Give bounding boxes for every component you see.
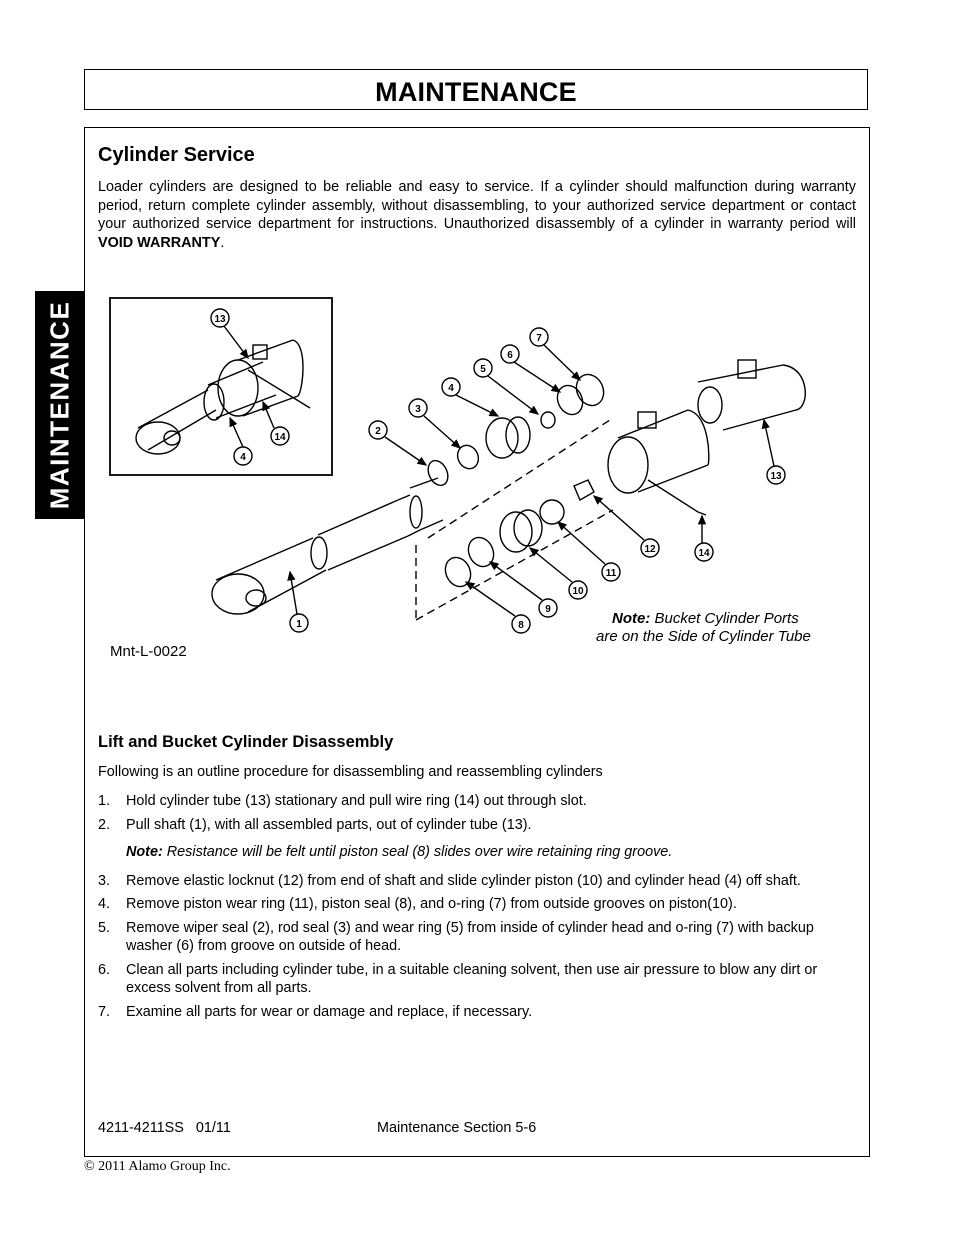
diagram-note-line1 <box>612 610 799 627</box>
step-number: 7. <box>98 1004 111 1020</box>
step-number: 2. <box>98 817 111 833</box>
callout-7: 7 <box>536 333 542 344</box>
cylinder-exploded-diagram <box>98 290 858 670</box>
intro-paragraph <box>98 178 856 252</box>
callout-14: 14 <box>698 548 710 559</box>
callout-4-inset: 4 <box>240 452 246 463</box>
step-text: Clean all parts including cylinder tube, in a suitable cleaning solvent, then use air pressure to blow any dirt or excess solvent from all parts. <box>126 962 818 996</box>
procedure-title: Lift and Bucket Cylinder Disassembly <box>98 733 394 751</box>
diagram-note-line2: are on the Side of Cylinder Tube <box>596 628 811 645</box>
footer-doc-id: 4211-4211SS 01/11 <box>98 1120 231 1136</box>
callout-2: 2 <box>375 426 381 437</box>
callout-9: 9 <box>545 604 551 615</box>
callout-1: 1 <box>296 619 302 630</box>
step-text: Examine all parts for wear or damage and replace, if necessary. <box>126 1004 533 1020</box>
step-text: Remove wiper seal (2), rod seal (3) and wear ring (5) from inside of cylinder head and o-ring (7) with backup washer (6) from groove on outside of head. <box>126 920 814 954</box>
step-number: 3. <box>98 873 111 889</box>
copyright: © 2011 Alamo Group Inc. <box>84 1159 231 1174</box>
void-warranty-text: VOID WARRANTY <box>98 234 221 251</box>
procedure-note-label: Note: <box>126 844 163 860</box>
callout-4: 4 <box>448 383 454 394</box>
procedure-outline: Following is an outline procedure for disassembling and reassembling cylinders <box>98 764 603 780</box>
footer-section: Maintenance Section 5-6 <box>377 1120 537 1136</box>
side-tab-label: MAINTENANCE <box>44 300 75 510</box>
step-text: Pull shaft (1), with all assembled parts, out of cylinder tube (13). <box>126 817 532 833</box>
step-text: Remove piston wear ring (11), piston seal (8), and o-ring (7) from outside grooves on piston(10). <box>126 896 737 912</box>
callout-6: 6 <box>507 350 513 361</box>
callout-10: 10 <box>572 586 584 597</box>
step-number: 4. <box>98 896 111 912</box>
procedure-note <box>126 844 672 860</box>
callout-12: 12 <box>644 544 656 555</box>
callout-13-inset: 13 <box>214 314 226 325</box>
step-text: Hold cylinder tube (13) stationary and pull wire ring (14) out through slot. <box>126 793 587 809</box>
side-section-tab <box>35 291 85 519</box>
callout-11: 11 <box>605 568 617 579</box>
callout-13: 13 <box>770 471 782 482</box>
callout-14-inset: 14 <box>274 432 286 443</box>
callout-3: 3 <box>415 404 421 415</box>
step-text: Remove elastic locknut (12) from end of shaft and slide cylinder piston (10) and cylinder head (4) off shaft. <box>126 873 801 889</box>
page-header <box>84 69 868 110</box>
procedure-note-text: Resistance will be felt until piston seal (8) slides over wire retaining ring groove. <box>162 844 673 860</box>
diagram-note-line1-text: Bucket Cylinder Ports <box>650 610 799 627</box>
section-title: Cylinder Service <box>98 144 255 166</box>
page-title: MAINTENANCE <box>375 77 577 107</box>
step-number: 6. <box>98 962 111 978</box>
diagram-note-label: Note: <box>612 610 651 627</box>
intro-text: Loader cylinders are designed to be reliable and easy to service. If a cylinder should malfunction during warranty period, return complete cylinder assembly, without disassembling, to your authorized service department or contact your authorized service department for instructions. Unauthorized disassembly of a cylinder in warranty period will <box>98 179 856 233</box>
step-number: 1. <box>98 793 111 809</box>
callout-8: 8 <box>518 620 524 631</box>
step-number: 5. <box>98 920 111 936</box>
callout-5: 5 <box>480 364 486 375</box>
intro-end: . <box>220 234 225 251</box>
figure-id: Mnt-L-0022 <box>110 643 187 660</box>
